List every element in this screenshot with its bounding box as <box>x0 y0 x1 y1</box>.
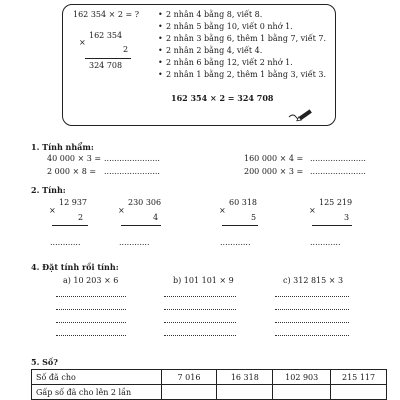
multiplicand: 125 219 <box>319 198 353 207</box>
work-line[interactable] <box>275 322 349 323</box>
section-2-heading: 2. Tính: <box>31 185 66 195</box>
bullet: • <box>158 34 163 43</box>
times-sign: × <box>309 206 316 215</box>
written-calc-problem: a) 10 203 × 6 <box>63 276 119 285</box>
example-step: 2 nhân 3 bằng 6, thêm 1 bằng 7, viết 7. <box>166 34 327 43</box>
work-line[interactable] <box>56 322 126 323</box>
example-step: 2 nhân 1 bằng 2, thêm 1 bằng 3, viết 3. <box>166 70 327 79</box>
pencil-icon <box>287 105 315 127</box>
table-cell: 7 016 <box>161 370 217 385</box>
multiplicand: 12 937 <box>59 198 87 207</box>
work-line[interactable] <box>56 309 126 310</box>
table-cell: 215 117 <box>331 370 387 385</box>
example-result: 162 354 × 2 = 324 708 <box>171 93 274 103</box>
example-step: 2 nhân 6 bằng 12, viết 2 nhớ 1. <box>166 58 293 67</box>
answer-cell[interactable] <box>273 385 331 400</box>
section-5-heading: 5. Số? <box>31 357 58 367</box>
calc-rule <box>222 225 258 226</box>
work-line[interactable] <box>164 309 236 310</box>
written-calc-problem: b) 101 101 × 9 <box>173 276 234 285</box>
work-line[interactable] <box>275 335 349 336</box>
bullet: • <box>158 46 163 55</box>
times-sign: × <box>49 206 56 215</box>
work-line[interactable] <box>56 335 126 336</box>
calc-rule <box>312 225 352 226</box>
answer-cell[interactable] <box>331 385 387 400</box>
times-sign: × <box>118 206 125 215</box>
example-times-sign: × <box>79 38 86 47</box>
row-label: Số đã cho <box>32 370 162 385</box>
example-product: 324 708 <box>89 61 123 70</box>
example-multiplicand: 162 354 <box>89 31 123 40</box>
work-line[interactable] <box>56 296 126 297</box>
multiplicand: 230 306 <box>128 198 162 207</box>
example-step: 2 nhân 2 bằng 4, viết 4. <box>166 46 263 55</box>
multiplier: 3 <box>344 213 350 222</box>
answer-blank[interactable]: ...................... <box>104 167 160 176</box>
calc-rule <box>52 225 88 226</box>
work-line[interactable] <box>164 322 236 323</box>
bullet: • <box>158 10 163 19</box>
mental-math-item: 200 000 × 3 = <box>244 167 304 176</box>
example-box <box>62 4 336 126</box>
multiplier: 2 <box>78 213 84 222</box>
example-multiplier: 2 <box>123 45 129 54</box>
answer-blank[interactable]: ...................... <box>310 167 366 176</box>
answer-blank[interactable]: ............ <box>310 238 341 247</box>
answer-blank[interactable]: ............ <box>50 238 81 247</box>
mental-math-item: 2 000 × 8 = <box>47 167 97 176</box>
mental-math-item: 40 000 × 3 = <box>47 154 102 163</box>
example-step: 2 nhân 5 bằng 10, viết 0 nhớ 1. <box>166 22 293 31</box>
table-row <box>32 385 387 400</box>
bullet: • <box>158 22 163 31</box>
mental-math-item: 160 000 × 4 = <box>244 154 304 163</box>
times-sign: × <box>219 206 226 215</box>
table-row <box>32 370 387 385</box>
answer-blank[interactable]: ...................... <box>104 154 160 163</box>
section-1-heading: 1. Tính nhẩm: <box>31 142 94 152</box>
work-line[interactable] <box>275 296 349 297</box>
section-4-heading: 4. Đặt tính rồi tính: <box>31 262 119 272</box>
answer-cell[interactable] <box>161 385 217 400</box>
bullet: • <box>158 70 163 79</box>
answer-blank[interactable]: ............ <box>220 238 251 247</box>
example-rule <box>85 58 131 59</box>
number-table <box>31 369 387 400</box>
multiplicand: 60 318 <box>229 198 257 207</box>
work-line[interactable] <box>275 309 349 310</box>
work-line[interactable] <box>164 335 236 336</box>
table-cell: 102 903 <box>273 370 331 385</box>
answer-blank[interactable]: ...................... <box>310 154 366 163</box>
answer-cell[interactable] <box>217 385 273 400</box>
bullet: • <box>158 58 163 67</box>
calc-rule <box>121 225 161 226</box>
table-cell: 16 318 <box>217 370 273 385</box>
multiplier: 4 <box>153 213 159 222</box>
work-line[interactable] <box>164 296 236 297</box>
answer-blank[interactable]: ............ <box>119 238 150 247</box>
multiplier: 5 <box>251 213 257 222</box>
written-calc-problem: c) 312 815 × 3 <box>283 276 344 285</box>
row-label: Gấp số đã cho lên 2 lần <box>32 385 162 400</box>
example-step: 2 nhân 4 bằng 8, viết 8. <box>166 10 263 19</box>
example-title-equation: 162 354 × 2 = ? <box>73 10 140 19</box>
